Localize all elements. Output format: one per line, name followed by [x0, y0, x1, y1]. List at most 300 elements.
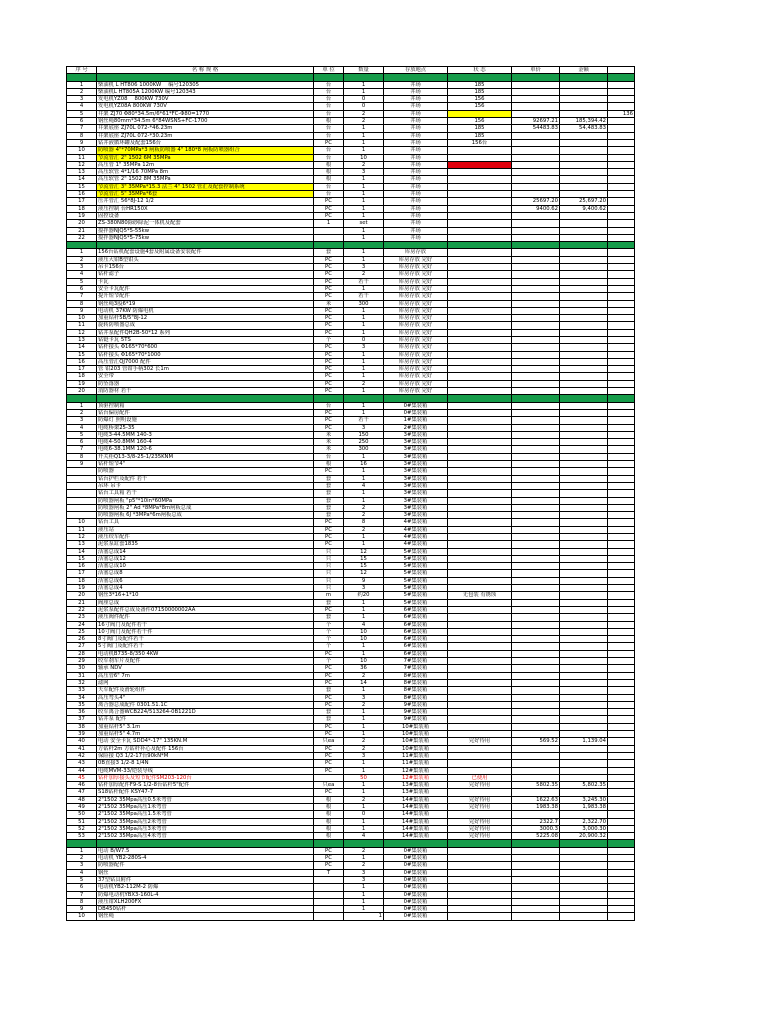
cell-price[interactable]: [512, 431, 560, 438]
cell-no[interactable]: 20: [67, 220, 97, 227]
cell-status[interactable]: [448, 577, 512, 584]
cell-status[interactable]: 完好待用: [448, 796, 512, 803]
cell-unit[interactable]: PC: [314, 767, 344, 774]
cell-status[interactable]: [448, 358, 512, 365]
cell-unit[interactable]: 根: [314, 161, 344, 168]
cell-unit[interactable]: 台: [314, 110, 344, 117]
cell-no[interactable]: 16: [67, 358, 97, 365]
cell-extra[interactable]: [608, 701, 635, 708]
cell-no[interactable]: 18: [67, 577, 97, 584]
cell-no[interactable]: 17: [67, 198, 97, 205]
cell-total[interactable]: [560, 628, 608, 635]
cell-price[interactable]: [512, 366, 560, 373]
cell-total[interactable]: [560, 468, 608, 475]
cell-unit[interactable]: 根: [314, 796, 344, 803]
cell-status[interactable]: [448, 409, 512, 416]
cell-location[interactable]: 库房存放 完好: [384, 278, 448, 285]
cell-extra[interactable]: [608, 468, 635, 475]
cell-qty[interactable]: 10: [344, 636, 384, 643]
cell-price[interactable]: [512, 256, 560, 263]
cell-no[interactable]: 1: [67, 402, 97, 409]
cell-extra[interactable]: [608, 205, 635, 212]
cell-name[interactable]: 电动 安全卡瓦 SDD4*-17" 135KN.M: [97, 738, 314, 745]
cell-no[interactable]: 35: [67, 701, 97, 708]
cell-status[interactable]: 156台: [448, 139, 512, 146]
cell-location[interactable]: 井场: [384, 227, 448, 234]
cell-total[interactable]: [560, 884, 608, 891]
cell-name[interactable]: 压井管汇 56*8J-12 1/2: [97, 198, 314, 205]
cell-extra[interactable]: [608, 132, 635, 139]
cell-unit[interactable]: 台: [314, 125, 344, 132]
cell-location[interactable]: 井场: [384, 183, 448, 190]
cell-extra[interactable]: [608, 256, 635, 263]
cell-name[interactable]: 电动机B735-8/350 4KW: [97, 650, 314, 657]
cell-qty[interactable]: 2: [344, 672, 384, 679]
cell-price[interactable]: [512, 293, 560, 300]
cell-no[interactable]: 4: [67, 103, 97, 110]
cell-price[interactable]: 3000.3: [512, 825, 560, 832]
header-name[interactable]: 名 称 规 格: [97, 67, 314, 74]
cell-qty[interactable]: 1: [344, 358, 384, 365]
cell-name[interactable]: 156台钻机配套设施4套及附属设备安装配件: [97, 249, 314, 256]
cell-extra[interactable]: [608, 198, 635, 205]
cell-status[interactable]: 156: [448, 103, 512, 110]
cell-unit[interactable]: 根: [314, 803, 344, 810]
cell-extra[interactable]: [608, 424, 635, 431]
cell-location[interactable]: 5#集装箱: [384, 555, 448, 562]
cell-name[interactable]: 钻杆接头 Φ165*70*600: [97, 344, 314, 351]
cell-total[interactable]: [560, 293, 608, 300]
cell-unit[interactable]: 台: [314, 132, 344, 139]
cell-extra[interactable]: [608, 322, 635, 329]
cell-name[interactable]: 防爆灯 照明设施: [97, 417, 314, 424]
cell-unit[interactable]: PC: [314, 847, 344, 854]
cell-status[interactable]: [448, 658, 512, 665]
cell-total[interactable]: [560, 351, 608, 358]
cell-extra[interactable]: [608, 482, 635, 489]
cell-price[interactable]: [512, 183, 560, 190]
cell-price[interactable]: [512, 862, 560, 869]
cell-status[interactable]: [448, 183, 512, 190]
cell-extra[interactable]: [608, 679, 635, 686]
cell-price[interactable]: [512, 599, 560, 606]
cell-location[interactable]: 0#集装箱: [384, 862, 448, 869]
cell-total[interactable]: [560, 555, 608, 562]
cell-extra[interactable]: [608, 782, 635, 789]
cell-price[interactable]: [512, 351, 560, 358]
cell-extra[interactable]: [608, 380, 635, 387]
cell-location[interactable]: 14#集装箱: [384, 811, 448, 818]
cell-qty[interactable]: 1: [344, 716, 384, 723]
cell-extra[interactable]: [608, 658, 635, 665]
cell-extra[interactable]: [608, 833, 635, 840]
cell-total[interactable]: [560, 417, 608, 424]
cell-location[interactable]: 井场: [384, 176, 448, 183]
cell-price[interactable]: [512, 512, 560, 519]
cell-no[interactable]: 9: [67, 139, 97, 146]
cell-total[interactable]: [560, 504, 608, 511]
cell-unit[interactable]: PC: [314, 745, 344, 752]
cell-name[interactable]: 固控设备: [97, 212, 314, 219]
cell-extra[interactable]: [608, 665, 635, 672]
cell-extra[interactable]: [608, 570, 635, 577]
cell-unit[interactable]: PC: [314, 701, 344, 708]
cell-price[interactable]: [512, 687, 560, 694]
cell-name[interactable]: 防喷器闸板 "p5"*10in*60MPa: [97, 497, 314, 504]
cell-unit[interactable]: 套: [314, 687, 344, 694]
cell-qty[interactable]: 1: [344, 687, 384, 694]
cell-name[interactable]: 钻台护栏及配件 若干: [97, 475, 314, 482]
header-total[interactable]: 金额: [560, 67, 608, 74]
cell-no[interactable]: 16: [67, 191, 97, 198]
cell-status[interactable]: [448, 212, 512, 219]
cell-no[interactable]: 4: [67, 869, 97, 876]
cell-name[interactable]: 方钻杆2m 方钻杆补心及配件 156台: [97, 745, 314, 752]
cell-unit[interactable]: PC: [314, 760, 344, 767]
cell-total[interactable]: 5,802.35: [560, 782, 608, 789]
cell-location[interactable]: 3#集装箱: [384, 512, 448, 519]
cell-total[interactable]: [560, 475, 608, 482]
cell-price[interactable]: [512, 329, 560, 336]
cell-extra[interactable]: [608, 548, 635, 555]
cell-status[interactable]: [448, 884, 512, 891]
cell-name[interactable]: 电动机 37KW 防爆电机: [97, 307, 314, 314]
cell-location[interactable]: 库房存放 完好: [384, 380, 448, 387]
cell-qty[interactable]: 1: [344, 599, 384, 606]
cell-status[interactable]: [448, 665, 512, 672]
cell-unit[interactable]: 套: [314, 512, 344, 519]
cell-status[interactable]: 185: [448, 125, 512, 132]
cell-price[interactable]: [512, 767, 560, 774]
cell-unit[interactable]: PC: [314, 212, 344, 219]
cell-location[interactable]: 井场: [384, 96, 448, 103]
cell-unit[interactable]: 根: [314, 176, 344, 183]
cell-total[interactable]: [560, 81, 608, 88]
cell-status[interactable]: [448, 679, 512, 686]
cell-name[interactable]: 井架底座 ZJ70L 072-*30.23m: [97, 132, 314, 139]
cell-price[interactable]: [512, 176, 560, 183]
cell-name[interactable]: 防坠落器: [97, 380, 314, 387]
cell-location[interactable]: 井场: [384, 139, 448, 146]
cell-price[interactable]: [512, 701, 560, 708]
cell-total[interactable]: [560, 424, 608, 431]
cell-name[interactable]: 顶驱控制箱: [97, 402, 314, 409]
cell-extra[interactable]: [608, 898, 635, 905]
cell-price[interactable]: [512, 570, 560, 577]
cell-no[interactable]: 10: [67, 913, 97, 920]
cell-price[interactable]: [512, 446, 560, 453]
cell-location[interactable]: 7#集装箱: [384, 665, 448, 672]
cell-location[interactable]: 1#集装箱: [384, 417, 448, 424]
cell-name[interactable]: 液压控制 台HR150X: [97, 205, 314, 212]
cell-qty[interactable]: 1: [344, 453, 384, 460]
cell-name[interactable]: 阀座总成: [97, 599, 314, 606]
cell-status[interactable]: 完好待用: [448, 818, 512, 825]
cell-unit[interactable]: PC: [314, 271, 344, 278]
cell-price[interactable]: [512, 643, 560, 650]
cell-extra[interactable]: [608, 862, 635, 869]
cell-no[interactable]: 49: [67, 803, 97, 810]
cell-extra[interactable]: [608, 446, 635, 453]
cell-status[interactable]: [448, 336, 512, 343]
cell-location[interactable]: 3#集装箱: [384, 504, 448, 511]
cell-qty[interactable]: 1: [344, 388, 384, 395]
cell-no[interactable]: 5: [67, 110, 97, 117]
cell-name[interactable]: 钻杆滤子: [97, 271, 314, 278]
cell-qty[interactable]: 2: [344, 701, 384, 708]
cell-name[interactable]: 活塞总成10: [97, 563, 314, 570]
cell-location[interactable]: 3#集装箱: [384, 453, 448, 460]
cell-name[interactable]: 离合器总成配件 0301.51.1C: [97, 701, 314, 708]
cell-no[interactable]: 7: [67, 446, 97, 453]
cell-price[interactable]: [512, 358, 560, 365]
cell-name[interactable]: 液压站: [97, 526, 314, 533]
cell-total[interactable]: [560, 446, 608, 453]
cell-no[interactable]: 5: [67, 876, 97, 883]
cell-name[interactable]: 防喷器闸板 2" Ad *8MPa*8m闸板总成: [97, 504, 314, 511]
cell-status[interactable]: [448, 227, 512, 234]
cell-qty[interactable]: 1: [344, 468, 384, 475]
cell-qty[interactable]: 3: [344, 169, 384, 176]
cell-qty[interactable]: 1: [344, 409, 384, 416]
cell-status[interactable]: [448, 650, 512, 657]
cell-unit[interactable]: PC: [314, 731, 344, 738]
cell-status[interactable]: [448, 606, 512, 613]
cell-no[interactable]: [67, 504, 97, 511]
cell-qty[interactable]: 2: [344, 847, 384, 854]
cell-name[interactable]: 高压管汇QJ7000 配件: [97, 358, 314, 365]
cell-unit[interactable]: [314, 234, 344, 241]
cell-location[interactable]: 0#集装箱: [384, 409, 448, 416]
cell-location[interactable]: 库房存放 完好: [384, 285, 448, 292]
cell-location[interactable]: 库房存放 完好: [384, 366, 448, 373]
cell-location[interactable]: 3#集装箱: [384, 482, 448, 489]
cell-total[interactable]: [560, 621, 608, 628]
cell-no[interactable]: 8: [67, 132, 97, 139]
cell-no[interactable]: 12: [67, 329, 97, 336]
cell-total[interactable]: 20,900.32: [560, 833, 608, 840]
cell-name[interactable]: 绞车离合器WCB224/513264-0B1221D: [97, 709, 314, 716]
cell-no[interactable]: 3: [67, 96, 97, 103]
cell-unit[interactable]: PC: [314, 424, 344, 431]
cell-name[interactable]: 电缆6-38.1MM 120-6: [97, 446, 314, 453]
cell-qty[interactable]: 1: [344, 855, 384, 862]
cell-qty[interactable]: 1: [344, 191, 384, 198]
cell-price[interactable]: 92697.21: [512, 118, 560, 125]
cell-total[interactable]: [560, 745, 608, 752]
cell-status[interactable]: [448, 526, 512, 533]
cell-price[interactable]: [512, 731, 560, 738]
cell-price[interactable]: [512, 81, 560, 88]
cell-extra[interactable]: [608, 745, 635, 752]
cell-unit[interactable]: PC: [314, 278, 344, 285]
cell-location[interactable]: 0#集装箱: [384, 855, 448, 862]
cell-price[interactable]: [512, 628, 560, 635]
cell-qty[interactable]: 16: [344, 461, 384, 468]
cell-location[interactable]: 5#集装箱: [384, 548, 448, 555]
cell-no[interactable]: 17: [67, 366, 97, 373]
cell-qty[interactable]: 1: [344, 782, 384, 789]
cell-no[interactable]: 3: [67, 264, 97, 271]
cell-status[interactable]: [448, 497, 512, 504]
cell-qty[interactable]: 1: [344, 132, 384, 139]
cell-price[interactable]: [512, 475, 560, 482]
cell-price[interactable]: [512, 745, 560, 752]
cell-qty[interactable]: 2: [344, 862, 384, 869]
cell-name[interactable]: 液压钳XLH200FX: [97, 898, 314, 905]
cell-unit[interactable]: PC: [314, 679, 344, 686]
cell-price[interactable]: [512, 621, 560, 628]
cell-price[interactable]: [512, 876, 560, 883]
cell-unit[interactable]: PC: [314, 534, 344, 541]
cell-extra[interactable]: [608, 278, 635, 285]
cell-price[interactable]: [512, 147, 560, 154]
cell-unit[interactable]: [314, 774, 344, 781]
cell-unit[interactable]: 台: [314, 183, 344, 190]
cell-name[interactable]: 防喷器闸板 6J *3MPa*6m闸板总成: [97, 512, 314, 519]
cell-unit[interactable]: 只: [314, 563, 344, 570]
cell-qty[interactable]: 3: [344, 694, 384, 701]
cell-no[interactable]: 13: [67, 541, 97, 548]
cell-name[interactable]: 液压绞车配件: [97, 534, 314, 541]
cell-extra[interactable]: [608, 285, 635, 292]
cell-unit[interactable]: 套: [314, 504, 344, 511]
cell-extra[interactable]: [608, 329, 635, 336]
cell-name[interactable]: 钢丝3*16+1*10: [97, 592, 314, 599]
cell-no[interactable]: 25: [67, 628, 97, 635]
cell-extra[interactable]: [608, 220, 635, 227]
cell-price[interactable]: [512, 300, 560, 307]
cell-total[interactable]: [560, 869, 608, 876]
cell-location[interactable]: 5#集装箱: [384, 599, 448, 606]
cell-status[interactable]: [448, 169, 512, 176]
cell-status[interactable]: 156: [448, 96, 512, 103]
cell-price[interactable]: [512, 723, 560, 730]
cell-no[interactable]: 23: [67, 614, 97, 621]
cell-qty[interactable]: 1: [344, 402, 384, 409]
cell-no[interactable]: 24: [67, 621, 97, 628]
cell-qty[interactable]: 1: [344, 825, 384, 832]
cell-price[interactable]: 2322.7: [512, 818, 560, 825]
cell-status[interactable]: [448, 789, 512, 796]
cell-location[interactable]: 0#集装箱: [384, 847, 448, 854]
cell-status[interactable]: [448, 752, 512, 759]
cell-location[interactable]: 库房存放 完好: [384, 293, 448, 300]
cell-total[interactable]: 25,697.20: [560, 198, 608, 205]
cell-status[interactable]: [448, 271, 512, 278]
cell-name[interactable]: 电动机 YB2-280S-4: [97, 855, 314, 862]
cell-qty[interactable]: 1: [344, 731, 384, 738]
cell-price[interactable]: [512, 388, 560, 395]
cell-total[interactable]: [560, 665, 608, 672]
cell-no[interactable]: 15: [67, 183, 97, 190]
cell-qty[interactable]: 9: [344, 577, 384, 584]
cell-status[interactable]: [448, 541, 512, 548]
cell-status[interactable]: [448, 563, 512, 570]
cell-name[interactable]: 开关柜Q13-3/8-25-1/235KNM: [97, 453, 314, 460]
cell-extra[interactable]: [608, 227, 635, 234]
cell-price[interactable]: [512, 482, 560, 489]
cell-no[interactable]: 8: [67, 453, 97, 460]
cell-no[interactable]: [67, 482, 97, 489]
cell-name[interactable]: 高压管 1" 35MPa 12m: [97, 161, 314, 168]
cell-total[interactable]: [560, 847, 608, 854]
cell-location[interactable]: 13#集装箱: [384, 789, 448, 796]
cell-no[interactable]: 5: [67, 431, 97, 438]
cell-total[interactable]: [560, 329, 608, 336]
cell-name[interactable]: 搅拌器NJQ5*5-55kw: [97, 227, 314, 234]
cell-unit[interactable]: 根: [314, 811, 344, 818]
cell-total[interactable]: [560, 336, 608, 343]
cell-location[interactable]: 6#集装箱: [384, 614, 448, 621]
cell-name[interactable]: 电缆MVM-33/铠装导线: [97, 767, 314, 774]
cell-no[interactable]: 12: [67, 161, 97, 168]
cell-extra[interactable]: [608, 643, 635, 650]
cell-no[interactable]: 9: [67, 307, 97, 314]
cell-price[interactable]: [512, 212, 560, 219]
cell-name[interactable]: 钢丝绳: [97, 913, 314, 920]
cell-location[interactable]: 2#集装箱: [384, 424, 448, 431]
cell-qty[interactable]: 约20: [344, 592, 384, 599]
cell-location[interactable]: 10#集装箱: [384, 723, 448, 730]
cell-location[interactable]: 7#集装箱: [384, 658, 448, 665]
cell-total[interactable]: [560, 154, 608, 161]
cell-unit[interactable]: [314, 876, 344, 883]
cell-total[interactable]: [560, 139, 608, 146]
cell-name[interactable]: 37型钻具附件: [97, 876, 314, 883]
cell-total[interactable]: [560, 760, 608, 767]
cell-name[interactable]: 滤网: [97, 679, 314, 686]
cell-price[interactable]: [512, 884, 560, 891]
cell-qty[interactable]: 1: [344, 884, 384, 891]
cell-unit[interactable]: PC: [314, 256, 344, 263]
cell-unit[interactable]: 台: [314, 453, 344, 460]
cell-qty[interactable]: 4: [344, 482, 384, 489]
cell-status[interactable]: [448, 891, 512, 898]
cell-status[interactable]: [448, 898, 512, 905]
cell-name[interactable]: 吊环 吊卡: [97, 482, 314, 489]
cell-no[interactable]: [67, 475, 97, 482]
cell-status[interactable]: [448, 315, 512, 322]
cell-location[interactable]: 井场: [384, 110, 448, 117]
cell-name[interactable]: 钻杆短节4": [97, 461, 314, 468]
cell-location[interactable]: 5#集装箱: [384, 585, 448, 592]
cell-status[interactable]: [448, 198, 512, 205]
cell-name[interactable]: 活塞总成12: [97, 555, 314, 562]
cell-price[interactable]: [512, 380, 560, 387]
cell-location[interactable]: 8#集装箱: [384, 672, 448, 679]
cell-total[interactable]: [560, 227, 608, 234]
cell-name[interactable]: 2"1502 35Mpa高压3米弯管: [97, 825, 314, 832]
cell-price[interactable]: [512, 898, 560, 905]
cell-name[interactable]: 安全卡瓦配件: [97, 285, 314, 292]
cell-status[interactable]: [448, 811, 512, 818]
cell-no[interactable]: 7: [67, 125, 97, 132]
cell-price[interactable]: [512, 891, 560, 898]
cell-qty[interactable]: 1: [344, 125, 384, 132]
cell-extra[interactable]: [608, 534, 635, 541]
cell-status[interactable]: [448, 855, 512, 862]
cell-price[interactable]: [512, 103, 560, 110]
cell-no[interactable]: [67, 512, 97, 519]
cell-location[interactable]: 3#集装箱: [384, 475, 448, 482]
cell-extra[interactable]: [608, 599, 635, 606]
cell-status[interactable]: [448, 205, 512, 212]
cell-total[interactable]: [560, 220, 608, 227]
cell-extra[interactable]: [608, 191, 635, 198]
cell-qty[interactable]: 1: [344, 541, 384, 548]
cell-total[interactable]: 3,245.30: [560, 796, 608, 803]
